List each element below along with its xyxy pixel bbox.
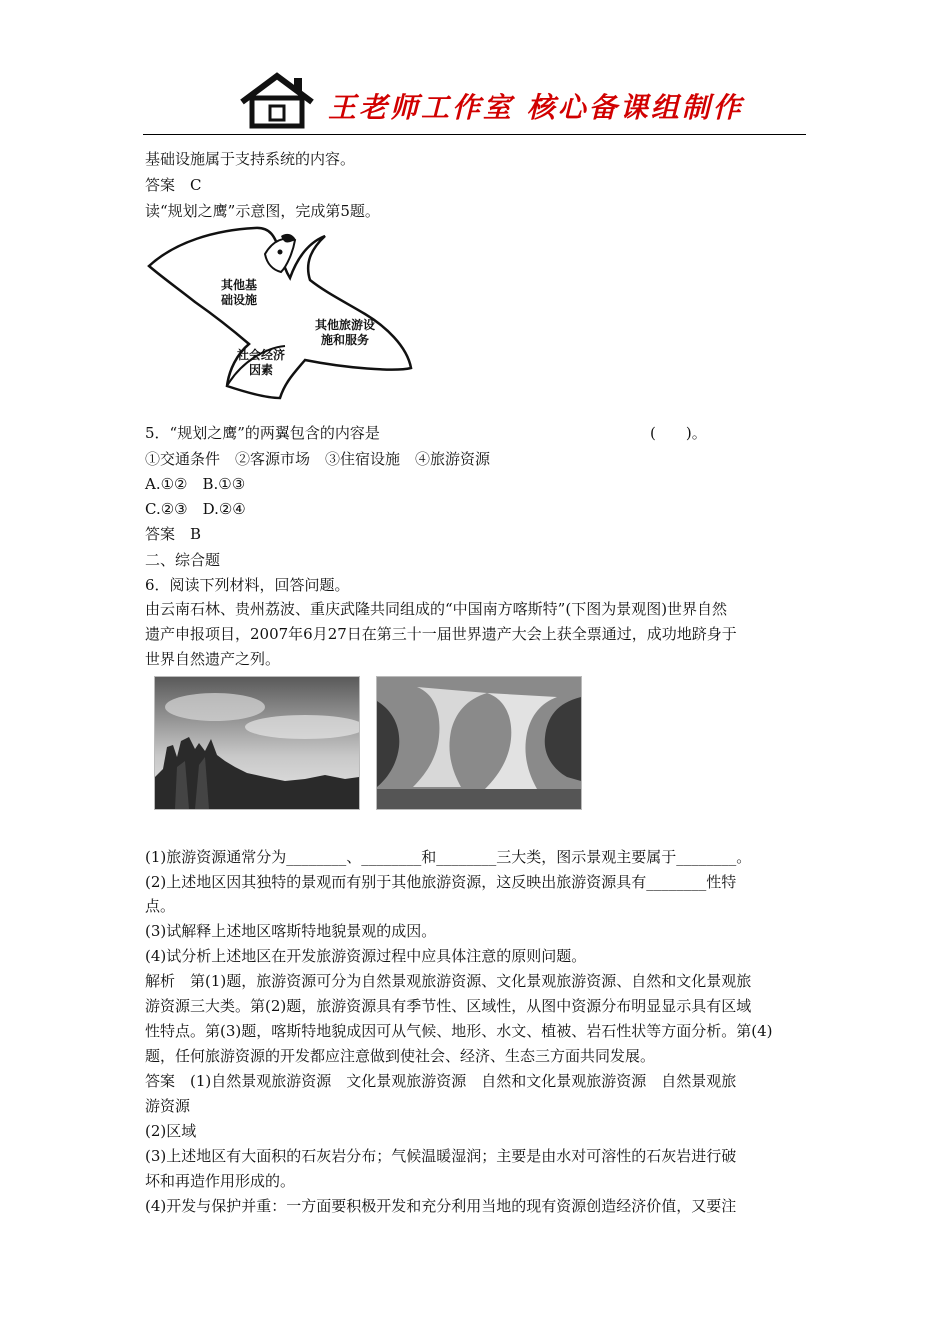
question-6: 6．阅读下列材料，回答问题。 — [145, 576, 350, 594]
question-5: 5．“规划之鹰”的两翼包含的内容是 — [145, 424, 380, 442]
eagle-diagram — [145, 222, 415, 412]
subquestion-1: (1)旅游资源通常分为________、________和________三大类，图示景观主要属于________。 — [145, 848, 752, 866]
subquestion-2-cont: 点。 — [145, 897, 176, 915]
header-rule — [143, 134, 806, 135]
options-list: ①交通条件 ②客源市场 ③住宿设施 ④旅游资源 — [145, 450, 491, 468]
answer-line: 答案 C — [145, 176, 202, 194]
analysis-text: 游资源三大类。第(2)题，旅游资源具有季节性、区域性，从图中资源分布明显显示具有区域 — [145, 997, 752, 1015]
answer-text: (3)上述地区有大面积的石灰岩分布；气候温暖湿润；主要是由水对可溶性的石灰岩进行破 — [145, 1147, 737, 1165]
analysis-text: 性特点。第(3)题，喀斯特地貌成因可从气候、地形、水文、植被、岩石性状等方面分析。第(4) — [145, 1022, 773, 1040]
material-text: 遗产申报项目，2007年6月27日在第三十一届世界遗产大会上获全票通过，成功地跻身于 — [145, 625, 737, 643]
karst-cave-photo — [376, 676, 582, 810]
question-intro: 读“规划之鹰”示意图，完成第5题。 — [145, 202, 380, 220]
answer-text: 坏和再造作用形成的。 — [145, 1172, 296, 1190]
label-left-wing: 其他基 础设施 — [221, 278, 258, 307]
answer-text: 答案 (1)自然景观旅游资源 文化景观旅游资源 自然和文化景观旅游资源 自然景观旅 — [145, 1072, 737, 1090]
answer-bracket: ( )。 — [650, 424, 707, 442]
stone-forest-photo — [154, 676, 360, 810]
label-right-wing: 其他旅游设 施和服务 — [315, 318, 376, 347]
analysis-text: 题，任何旅游资源的开发都应注意做到使社会、经济、生态三方面共同发展。 — [145, 1047, 656, 1065]
header-title: 王老师工作室 核心备课组制作 — [328, 91, 744, 124]
subquestion-2: (2)上述地区因其独特的景观而有别于其他旅游资源，这反映出旅游资源具有________性特 — [145, 873, 737, 891]
label-tail: 社会经济 因素 — [237, 348, 286, 377]
eagle-outline — [145, 222, 415, 412]
choices-cd: C.②③ D.②④ — [145, 500, 246, 518]
material-text: 由云南石林、贵州荔波、重庆武隆共同组成的“中国南方喀斯特”(下图为景观图)世界自然 — [145, 600, 728, 618]
choices-ab: A.①② B.①③ — [145, 475, 246, 493]
answer-text: (4)开发与保护并重：一方面要积极开发和充分利用当地的现有资源创造经济价值，又要注 — [145, 1197, 737, 1215]
house-logo-icon — [238, 72, 316, 130]
subquestion-4: (4)试分析上述地区在开发旅游资源过程中应具体注意的原则问题。 — [145, 947, 587, 965]
header-banner — [143, 66, 806, 132]
answer-line: 答案 B — [145, 525, 202, 543]
material-text: 世界自然遗产之列。 — [145, 650, 281, 668]
answer-text: 游资源 — [145, 1097, 191, 1115]
subquestion-3: (3)试解释上述地区喀斯特地貌景观的成因。 — [145, 922, 437, 940]
section-heading: 二、综合题 — [145, 551, 221, 569]
answer-text: (2)区域 — [145, 1122, 197, 1140]
analysis-text: 解析 第(1)题，旅游资源可分为自然景观旅游资源、文化景观旅游资源、自然和文化景观旅 — [145, 972, 752, 990]
text-line: 基础设施属于支持系统的内容。 — [145, 150, 356, 168]
